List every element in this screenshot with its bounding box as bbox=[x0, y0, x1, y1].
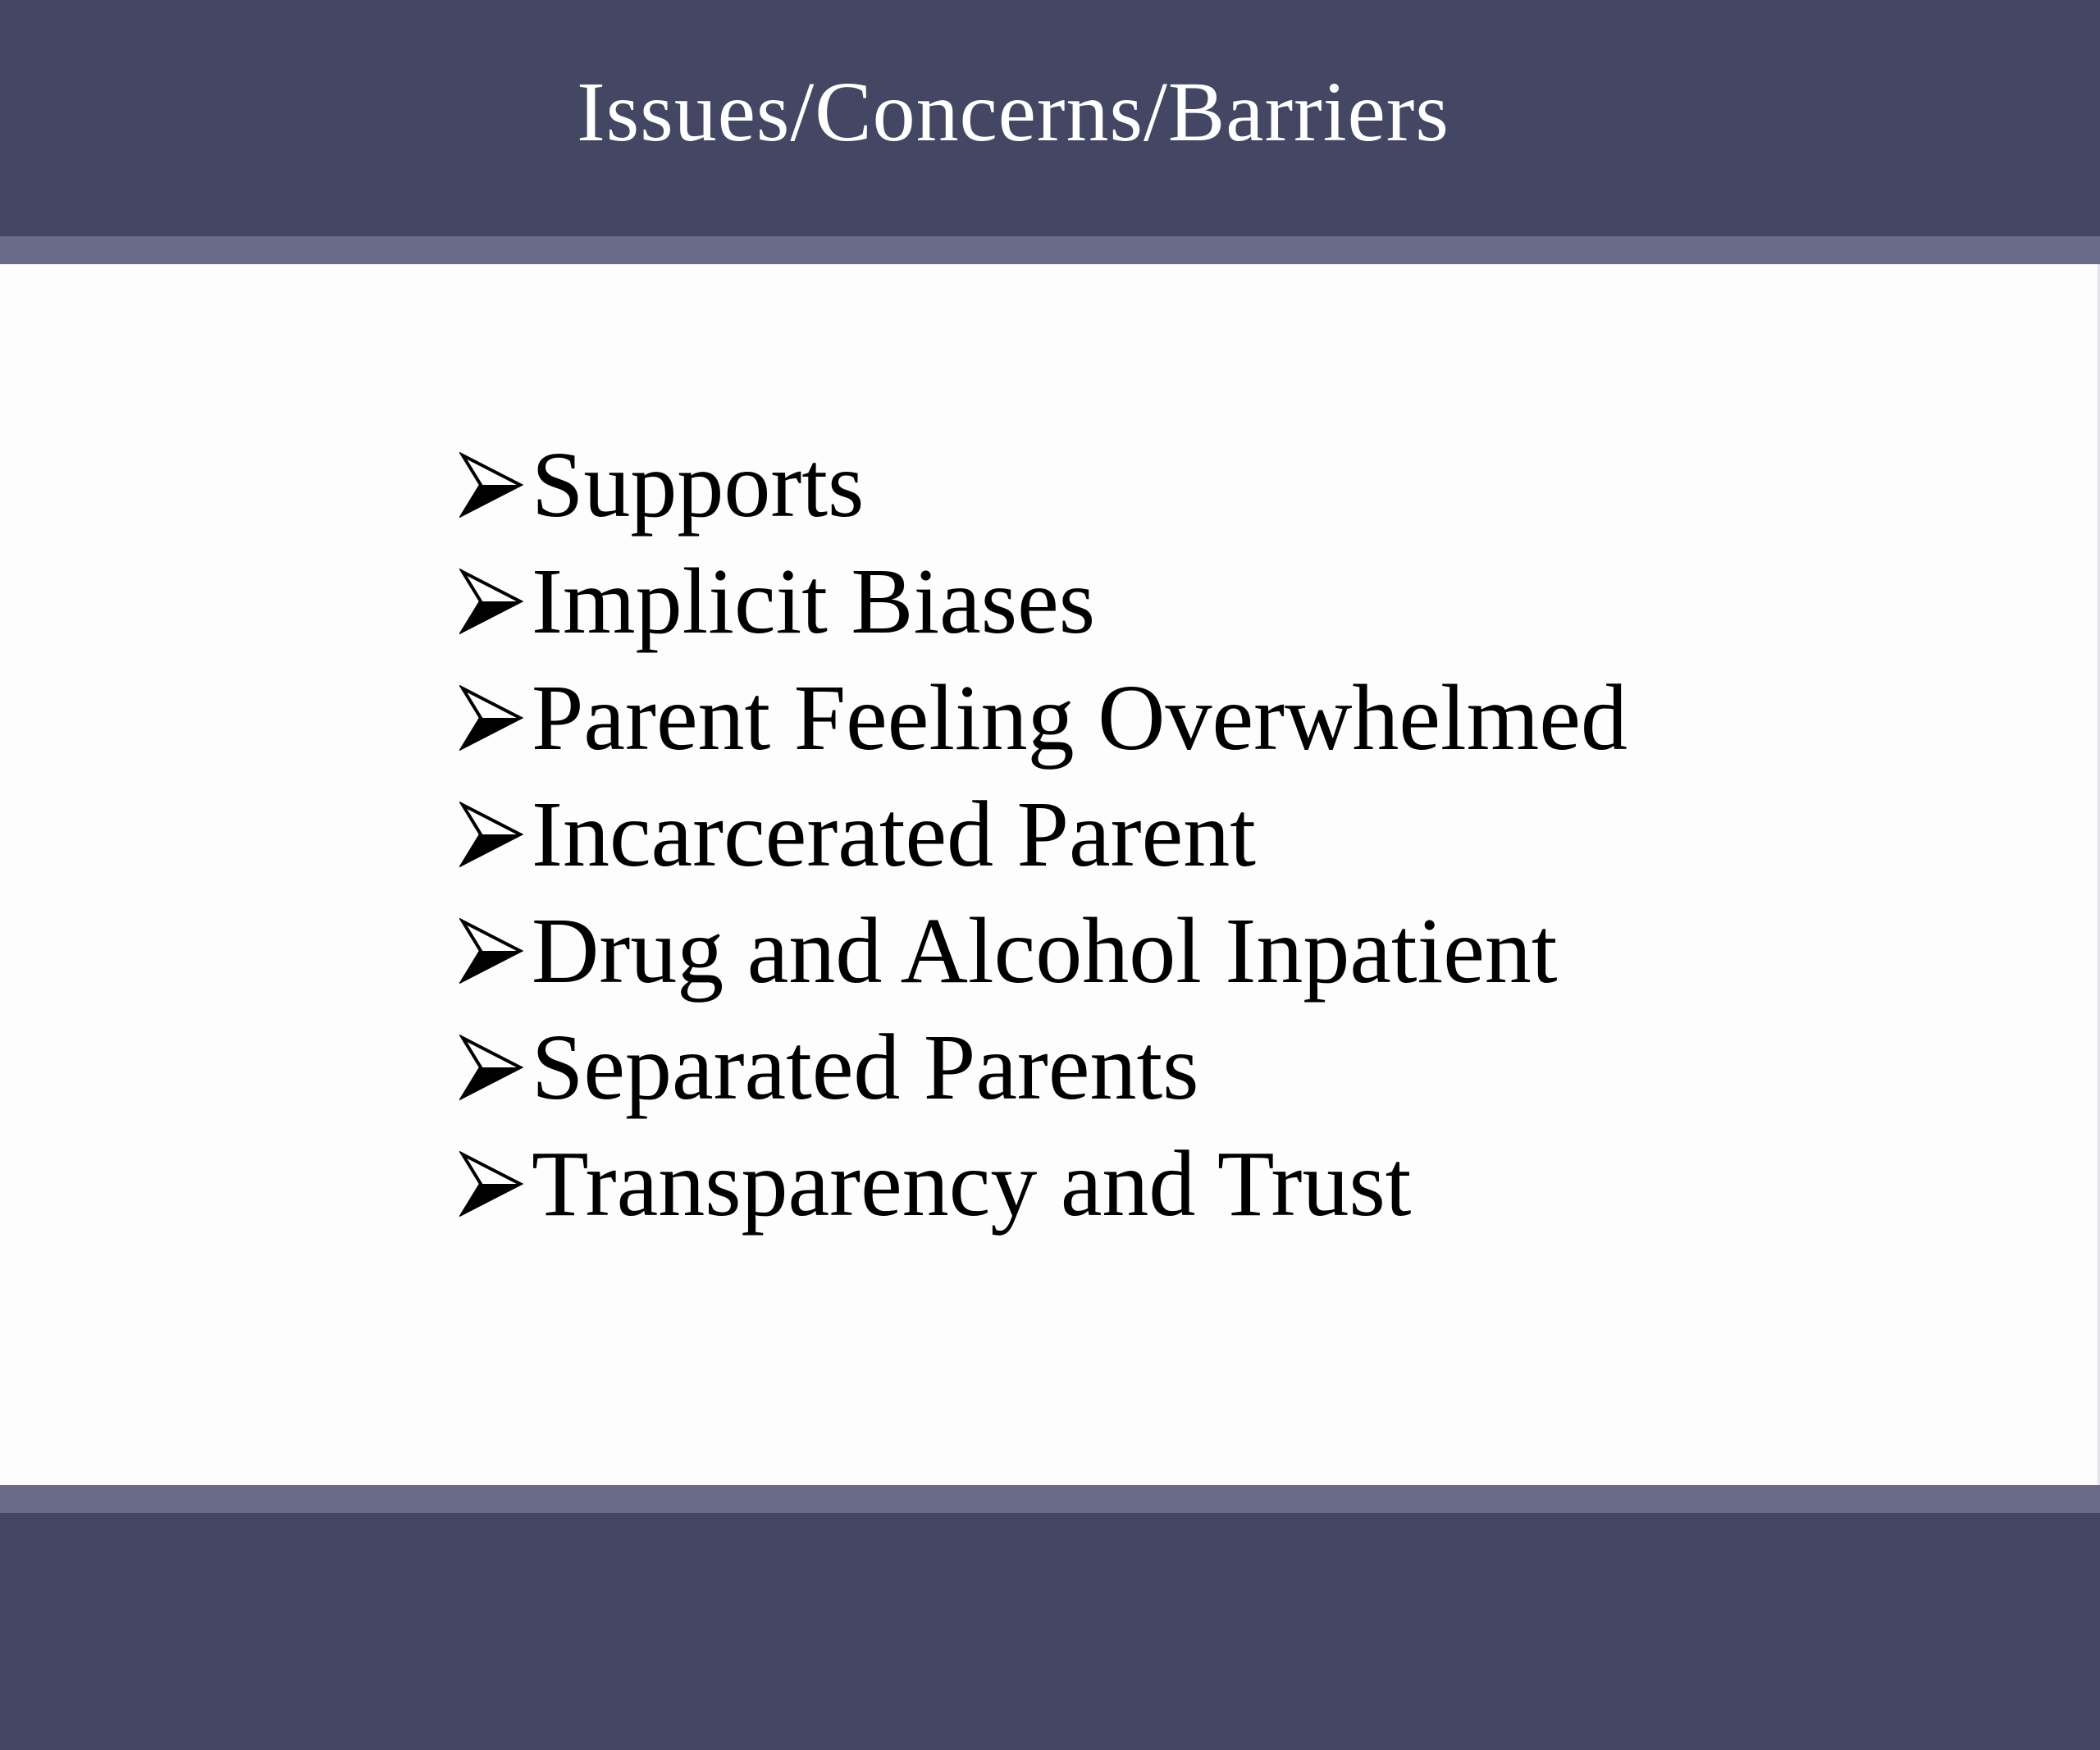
bullet-item-separated-parents bbox=[459, 1009, 1854, 1126]
arrow-bullet-icon bbox=[459, 452, 523, 518]
arrow-bullet-icon bbox=[459, 918, 523, 984]
footer-band bbox=[0, 1513, 2100, 1750]
bullet-item-transparency-and-trust bbox=[459, 1126, 1854, 1242]
bullet-item-drug-and-alcohol-inpatient bbox=[459, 893, 1854, 1009]
bullet-label: Separated Parents bbox=[532, 1015, 1199, 1119]
bullet-label: Supports bbox=[532, 432, 865, 537]
bullet-label: Parent Feeling Overwhelmed bbox=[532, 665, 1628, 770]
arrow-bullet-icon bbox=[459, 1151, 523, 1217]
arrow-bullet-icon bbox=[459, 569, 523, 634]
bullet-item-parent-feeling-overwhelmed bbox=[459, 660, 1854, 776]
bullet-item-incarcerated-parent bbox=[459, 776, 1854, 893]
bullet-label: Transparency and Trust bbox=[532, 1131, 1412, 1236]
arrow-bullet-icon bbox=[459, 685, 523, 751]
slide-content bbox=[459, 427, 1854, 1242]
bullet-label: Drug and Alcohol Inpatient bbox=[532, 898, 1558, 1003]
bullet-item-implicit-biases bbox=[459, 543, 1854, 660]
bullet-list bbox=[459, 427, 1854, 1242]
bullet-label: Implicit Biases bbox=[532, 549, 1096, 653]
footer-accent-stripe bbox=[0, 1485, 2100, 1513]
arrow-bullet-icon bbox=[459, 1035, 523, 1100]
arrow-bullet-icon bbox=[459, 802, 523, 867]
slide-title: Issues/Concerns/Barriers bbox=[577, 65, 1449, 159]
bullet-label: Incarcerated Parent bbox=[532, 782, 1256, 886]
bullet-item-supports bbox=[459, 427, 1854, 543]
header-accent-stripe bbox=[0, 236, 2100, 264]
header-band bbox=[0, 0, 2100, 236]
